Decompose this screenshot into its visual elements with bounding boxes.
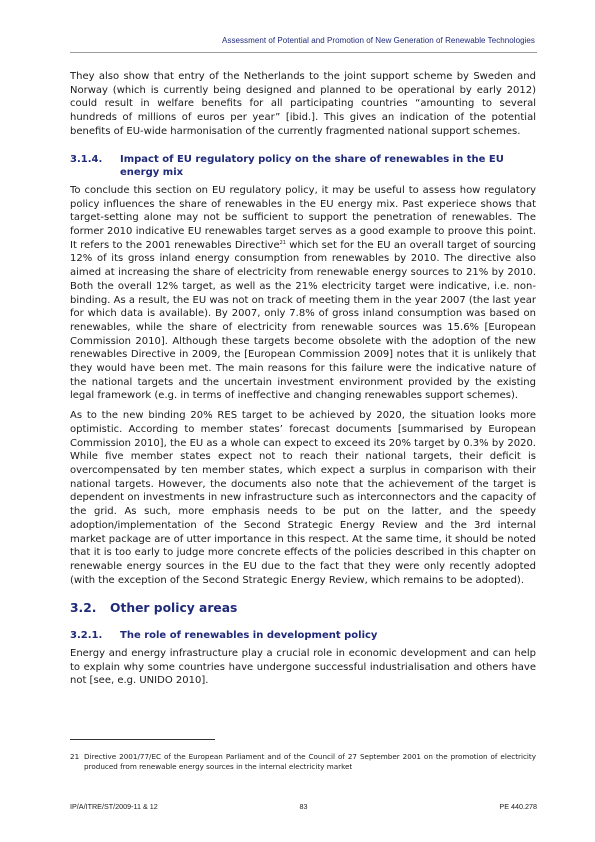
- section-heading-3-1-4: [70, 153, 536, 180]
- footnote-reference[interactable]: 21: [279, 239, 286, 246]
- section-3-1-4-paragraph-2: As to the new binding 20% RES target to be achieved by 2020, the situation looks more optimistic. According to member states’ forecast documents [summarised by European Commission 2010], the EU as a whole can expect to exceed its 20% target by 0.3% by 2020. While five member states expect not to reach their national targets, their deficit is overcompensated by ten member states, which expect a surplus in comparison with their national targets. However, the documents also note that the achievement of the target is dependent on investments in new infrastructure such as interconnectors and the capacity of the grid. As such, more emphasis needs to be put on the latter, and the speedy adoption/implementation of the Second Strategic Energy Review and the 3rd internal market package are of utter importance in this respect. At the same time, it should be noted that it is too early to judge more concrete effects of the policies described in this chapter on renewable energy sources in the EU due to the fact that they were only recently adopted (with the exception of the Second Strategic Energy Review, which remains to be adopted).: [70, 410, 536, 586]
- section-title: Impact of EU regulatory policy on the share of renewables in the EU energy mix: [120, 153, 504, 179]
- footnote-divider: [70, 739, 215, 740]
- section-number: 3.2.: [70, 601, 97, 616]
- section-heading-3-2-1: [70, 629, 536, 643]
- footnote: [70, 752, 536, 772]
- pe-number: PE 440.278: [499, 802, 537, 811]
- section-3-2-1-paragraph: Energy and energy infrastructure play a crucial role in economic development and can help to explain why some countries have undergone successful industrialisation and others have not [see, e.g. UNIDO 2010].: [70, 648, 536, 687]
- paragraph-text: To conclude this section on EU regulatory policy, it may be useful to assess how regulatory policy influences the share of renewables in the EU energy mix. Past experiece shows that target-setting alone may not be sufficient to support the penetration of renewables. The former 2010 indicative EU renewables target serves as a good example to proove this point. It refers to the 2001 renewables Directive: [70, 184, 536, 251]
- footnote-text: Directive 2001/77/EC of the European Parliament and of the Council of 27 September 2001 on the promotion of electricity produced from renewable energy sources in the internal electricity market: [84, 752, 536, 771]
- main-content: [70, 70, 536, 694]
- page-number: 83: [299, 802, 308, 811]
- section-title: The role of renewables in development policy: [120, 630, 378, 642]
- section-number: 3.2.1.: [70, 630, 103, 642]
- footnote-number: 21: [70, 752, 80, 761]
- header-divider: [70, 52, 537, 53]
- running-header: Assessment of Potential and Promotion of New Generation of Renewable Technologies: [222, 36, 535, 45]
- section-title: Other policy areas: [110, 601, 238, 616]
- section-heading-3-2: [70, 601, 536, 616]
- intro-paragraph: They also show that entry of the Netherlands to the joint support scheme by Sweden and Norway (which is currently being designed and planned to be operational by early 2012) could result in welfare benefits for all participating countries “amounting to several hundreds of millions of euros per year” [ibid.]. This gives an indication of the potential benefits of EU-wide harmonisation of the currently fragmented national support schemes.: [70, 71, 536, 137]
- section-number: 3.1.4.: [70, 153, 103, 165]
- section-3-1-4-paragraph-1: [70, 184, 536, 403]
- document-reference: IP/A/ITRE/ST/2009-11 & 12: [70, 802, 158, 811]
- paragraph-text: which set for the EU an overall target of sourcing 12% of its gross inland energy consumption from renewables by 2010. The directive also aimed at increasing the share of electricity from renewable energy sources to 21% by 2010. Both the overall 12% target, as well as the 21% electricity target were indicative, i.e. non-binding. As a result, the EU was not on track of meeting them in the year 2007 (the last year for which data is available). By 2007, only 7.8% of gross inland consumption was based on renewables, while the share of electricity from renewable sources was 15.6% [European Commission 2010]. Although these targets become obsolete with the adoption of the new renewables Directive in 2009, the [European Commission 2009] notes that it is unlikely that they would have been met. The main reasons for this failure were the indicative nature of the national targets and the uncertain investment environment provided by the existing legal framework (e.g. in terms of ineffective and changing renewables support schemes).: [70, 239, 537, 402]
